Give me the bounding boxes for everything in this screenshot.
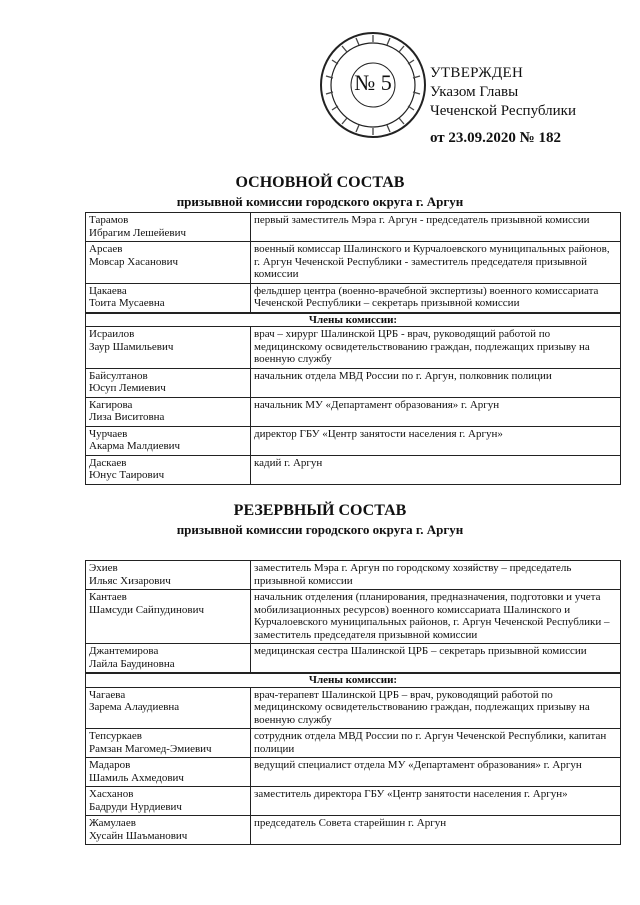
table-row [86, 242, 621, 284]
official-stamp [318, 30, 428, 140]
member-role: сотрудник отдела МВД России по г. Аргун Чеченской Республики, капитан полиции [251, 729, 621, 758]
table-row [86, 729, 621, 758]
members-header-row [86, 673, 621, 687]
member-name: Даскаев Юнус Таирович [86, 455, 251, 484]
member-name: Эхиев Ильяс Хизарович [86, 561, 251, 590]
member-role: заместитель директора ГБУ «Центр занятости населения г. Аргун» [251, 787, 621, 816]
member-name: Байсултанов Юсуп Лемиевич [86, 368, 251, 397]
member-name: Мадаров Шамиль Ахмедович [86, 758, 251, 787]
table-row [86, 327, 621, 369]
member-role: фельдшер центра (военно-врачебной экспертизы) военного комиссариата Чеченской Республики – секретарь призывной комиссии [251, 283, 621, 313]
member-name: Хасханов Бадруди Нурдиевич [86, 787, 251, 816]
member-role: врач-терапевт Шалинской ЦРБ – врач, руководящий работой по медицинскому освидетельствованию граждан, подлежащих призыву на военную службу [251, 687, 621, 729]
reserve-composition-table [85, 560, 621, 845]
members-header: Члены комиссии: [86, 673, 621, 687]
member-name: Жамулаев Хусайн Шаъманович [86, 816, 251, 845]
member-role: первый заместитель Мэра г. Аргун - председатель призывной комиссии [251, 213, 621, 242]
approval-date: от 23.09.2020 № 182 [430, 130, 561, 146]
member-name: Кантаев Шамсуди Сайпудинович [86, 590, 251, 644]
member-role: начальник отдела МВД России по г. Аргун, полковник полиции [251, 368, 621, 397]
table-row [86, 687, 621, 729]
table-row [86, 397, 621, 426]
approval-heading: УТВЕРЖДЕН [430, 65, 524, 81]
table-row [86, 368, 621, 397]
member-role: начальник МУ «Департамент образования» г. Аргун [251, 397, 621, 426]
member-name: Цакаева Тоита Мусаевна [86, 283, 251, 313]
main-title: ОСНОВНОЙ СОСТАВ [235, 174, 405, 191]
member-name: Кагирова Лиза Виситовна [86, 397, 251, 426]
table-row [86, 758, 621, 787]
table-row [86, 213, 621, 242]
member-name: Чурчаев Акарма Малдиевич [86, 426, 251, 455]
member-role: кадий г. Аргун [251, 455, 621, 484]
table-row [86, 561, 621, 590]
member-role: врач – хирург Шалинской ЦРБ - врач, руководящий работой по медицинскому освидетельствованию граждан, подлежащих призыву на военную службу [251, 327, 621, 369]
member-role: заместитель Мэра г. Аргун по городскому хозяйству – председатель призывной комиссии [251, 561, 621, 590]
member-role: медицинская сестра Шалинской ЦРБ – секретарь призывной комиссии [251, 644, 621, 674]
member-role: председатель Совета старейшин г. Аргун [251, 816, 621, 845]
table-row [86, 426, 621, 455]
table-row [86, 816, 621, 845]
stamp-number: № 5 [354, 70, 392, 95]
table-row [86, 455, 621, 484]
reserve-title: РЕЗЕРВНЫЙ СОСТАВ [233, 502, 407, 519]
table-row [86, 590, 621, 644]
member-name: Тепсуркаев Рамзан Магомед-Эмиевич [86, 729, 251, 758]
member-name: Исраилов Заур Шамильевич [86, 327, 251, 369]
members-header-row [86, 313, 621, 327]
member-name: Арсаев Мовсар Хасанович [86, 242, 251, 284]
member-role: начальник отделения (планирования, предназначения, подготовки и учета мобилизационных ресурсов) военного комиссариата Шалинского и Курчалоевского муниципальных районов, г. Аргун Чеченской Республики – заместитель председателя призывной комиссии [251, 590, 621, 644]
members-header: Члены комиссии: [86, 313, 621, 327]
reserve-subtitle: призывной комиссии городского округа г. Аргун [176, 522, 464, 537]
member-role: военный комиссар Шалинского и Курчалоевского муниципальных районов, г. Аргун Чеченской Республики - заместитель председателя призывной комиссии [251, 242, 621, 284]
approval-decree: Указом Главы [430, 84, 519, 100]
member-name: Джантемирова Лайла Баудиновна [86, 644, 251, 674]
table-row [86, 787, 621, 816]
table-row [86, 644, 621, 674]
main-subtitle: призывной комиссии городского округа г. Аргун [176, 194, 464, 209]
approval-block [430, 64, 576, 148]
member-name: Чагаева Зарема Алаудиевна [86, 687, 251, 729]
member-role: директор ГБУ «Центр занятости населения г. Аргун» [251, 426, 621, 455]
member-name: Тарамов Ибрагим Лешейевич [86, 213, 251, 242]
approval-republic: Чеченской Республики [430, 103, 576, 119]
member-role: ведущий специалист отдела МУ «Департамент образования» г. Аргун [251, 758, 621, 787]
main-composition-table [85, 212, 621, 485]
table-row [86, 283, 621, 313]
